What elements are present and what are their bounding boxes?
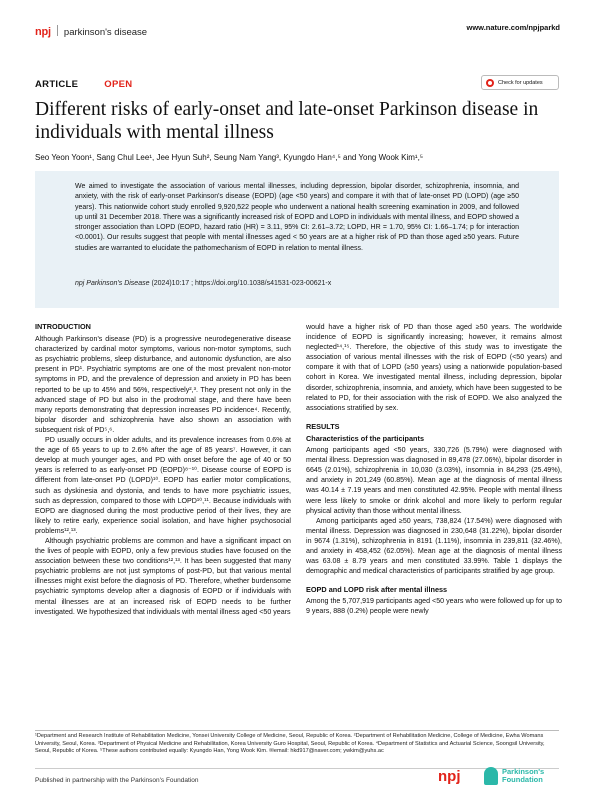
intro-paragraph-2: PD usually occurs in older adults, and its prevalence increases from 0.6% at the age of 65 years to up to 2.6% after the age of 85 years⁷. However, it can develop at much younger ages, and PD with onset before the age of 40 or 50 years is referred to as early-onset PD (EOPD)⁸⁻¹⁰. Disease course of EOPD is different from late-onset PD (LOPD)¹⁰. EOPD has earlier motor complications, such as dyskinesia and dystonia, and tends to have more psychiatric issues, such as depression, compared to those with LOPD¹⁰,¹¹. Because individuals with EOPD are diagnosed during the most productive period of their lives, they are likely to retire early, experience social isolation, and have higher psychosocial problems¹²,¹³. (35, 436, 291, 535)
subsection-heading-characteristics: Characteristics of the participants (306, 433, 425, 443)
foundation-icon (484, 767, 498, 785)
results-heading: RESULTS (306, 421, 340, 431)
results-paragraph-2: Among participants aged ≥50 years, 738,824 (17.54%) were diagnosed with mental illness. Depression was diagnosed in 230,648 (31.22%), bipolar disorder in 9674 (1.31%), schizophrenia in 8191 (1.11%), insomnia in 239,811 (32.46%), and anxiety in 458,452 (62.05%). Mean age at the diagnosis of mental illness was 63.08 ± 8.79 years and men constituted 33.99%. Table 1 displays the demographic and medical characteristics of participants stratified by age group. (306, 516, 562, 576)
check-for-updates-button[interactable] (481, 75, 559, 90)
update-check-icon (486, 79, 494, 87)
article-type-line (35, 79, 132, 90)
parkinsons-foundation-logo (484, 767, 544, 785)
intro-paragraph-4: would have a higher risk of PD than those aged ≥50 years. The worldwide incidence of EOPD is significantly increasing; however, it remains almost neglected¹⁴,¹⁵. Therefore, the objective of this study was to investigate the association of various mental illnesses with the risk of EOPD (<50 years) and compare it with that of LOPD (≥50 years) using a nationwide population-based cohort in Korea. We investigated mental illness, including depression, bipolar disorder, schizophrenia, insomnia, and anxiety, which have been suggested to be related to PD, for their association with the risk of EOPD. We also analyzed the associations stratified by sex. (306, 323, 562, 412)
footer-npj-logo: npj (438, 768, 461, 785)
page-header (35, 22, 560, 36)
results-paragraph-3: Among the 5,707,919 participants aged <50 years who were followed up for up to 9 years, 888 (0.2%) people were newly (306, 597, 562, 616)
journal-url-link[interactable]: www.nature.com/npjparkd (466, 23, 560, 32)
foundation-line-2: Foundation (502, 775, 543, 784)
citation-journal: npj Parkinson's Disease (75, 280, 150, 287)
foundation-wordmark (502, 768, 544, 785)
footer-partnership-text: Published in partnership with the Parkinson's Foundation (35, 777, 199, 784)
body-column-left (35, 322, 291, 617)
abstract-box (35, 171, 559, 308)
foundation-line-1: Parkinson's (502, 766, 545, 776)
author-list (35, 153, 565, 162)
authors-text: Seo Yeon Yoon¹, Sang Chul Lee¹, Jee Hyun Suh², Seung Nam Yang³, Kyungdo Han⁴,⁵ and Yong Wook Kim¹,⁵ (35, 153, 424, 162)
body-column-right (306, 322, 562, 617)
intro-paragraph-3: Although psychiatric problems are common and have a significant impact on the lives of people with EOPD, only a few previous studies have focused on the association between these two conditions¹²,¹³. It has been suggested that many psychiatric problems are not just symptoms of post-PD, but that various mental illnesses might exist before the diagnosis of PD. Therefore, whether burdensome psychiatric symptoms develop after a diagnosis of EOPD or if individuals with mental illnesses are at an increased risk of EOPD needs to be further investigated. We hypothesized that individuals with mental illness aged <50 years (35, 536, 291, 616)
citation-line (75, 280, 331, 287)
journal-name: parkinson's disease (63, 27, 148, 38)
article-type: ARTICLE (35, 79, 79, 90)
check-updates-label: Check for updates (498, 79, 543, 86)
affiliation-footnotes: ¹Department and Research Institute of Rehabilitation Medicine, Yonsei University College of Medicine, Seoul, Republic of Korea. ²Department of Rehabilitation Medicine, College of Medicine, Ewha Womans University, Seoul, Korea. ³Department of Physical Medicine and Rehabilitation, Korea University Guro Hospital, Seoul, Republic of Korea. ⁴Department of Statistics and Actuarial Science, Soongsil University, Seoul, Republic of Korea. ⁵These authors contributed equally: Kyungdo Han, Yong Wook Kim. ✉email: hkd917@naver.com; ywkim@yuhs.ac (35, 733, 545, 755)
results-paragraph-1: Among participants aged <50 years, 330,726 (5.79%) were diagnosed with mental illness. Depression was diagnosed in 89,478 (27.06%), bipolar disorder in 6645 (2.01%), schizophrenia in 10,030 (3.03%), insomnia in 84,293 (25.49%), and anxiety in 201,249 (60.85%). Mean age at the diagnosis of mental illness was 40.14 ± 7.19 years and men constituted 42.95%. People with mental illness were less likely to smoke or drink alcohol and more likely to perform regular physical activity than those without mental illness. (306, 446, 562, 515)
npj-logo: npj (35, 26, 51, 38)
footnote-divider (35, 730, 559, 731)
intro-paragraph-1: Although Parkinson's disease (PD) is a progressive neurodegenerative disease characterized by cardinal motor symptoms, various non-motor symptoms, such as psychiatric problems, sleep disturbance, and autonomic dysfunction, are also present in PD¹. Psychiatric symptoms are one of the most prevalent non-motor symptoms in PD, and the prevalence of depression and anxiety in PD has been reported to be up to 45% and 56%, respectively²,³. They present not only in the advanced stage of PD but also in the prodromal stage, and there have been many reports demonstrating that depression increases PD incidence⁴. Recently, bipolar disorder and schizophrenia have also shown an association with subsequent risk of PD⁵,⁶. (35, 335, 291, 434)
open-access-label: OPEN (104, 79, 133, 90)
subsection-heading-risk: EOPD and LOPD risk after mental illness (306, 585, 448, 595)
abstract-text: We aimed to investigate the association of various mental illnesses, including depression, bipolar disorder, schizophrenia, insomnia, and anxiety, with the risk of early-onset Parkinson's disease (EOPD) (age <50 years) and compare it with that of late-onset PD (LOPD) (age ≥50 years). This nationwide cohort study enrolled 9,920,522 people who underwent a national health screening examination in 2009, and followed up until 31 December 2018. There was a significantly increased risk of EOPD and LOPD in individuals with mental illness, and EOPD showed a stronger association than LOPD (EOPD, hazard ratio (HR) = 3.11, 95% CI: 2.61–3.72; LOPD, HR = 1.70, 95% CI: 1.66–1.74; p for interaction <0.0001). Our results suggest that people with mental illnesses aged < 50 years are at a higher risk of PD than those aged ≥50 years. Future studies are warranted to elucidate the pathomechanism of EOPD in relation to mental illness. (75, 183, 519, 252)
citation-doi-link[interactable]: (2024)10:17 ; https://doi.org/10.1038/s41531-023-00621-x (151, 280, 332, 287)
article-title: Different risks of early-onset and late-onset Parkinson disease in individuals with mental illness (35, 99, 539, 143)
footer-divider (35, 768, 559, 769)
header-divider (57, 25, 58, 36)
introduction-heading: INTRODUCTION (35, 322, 91, 331)
